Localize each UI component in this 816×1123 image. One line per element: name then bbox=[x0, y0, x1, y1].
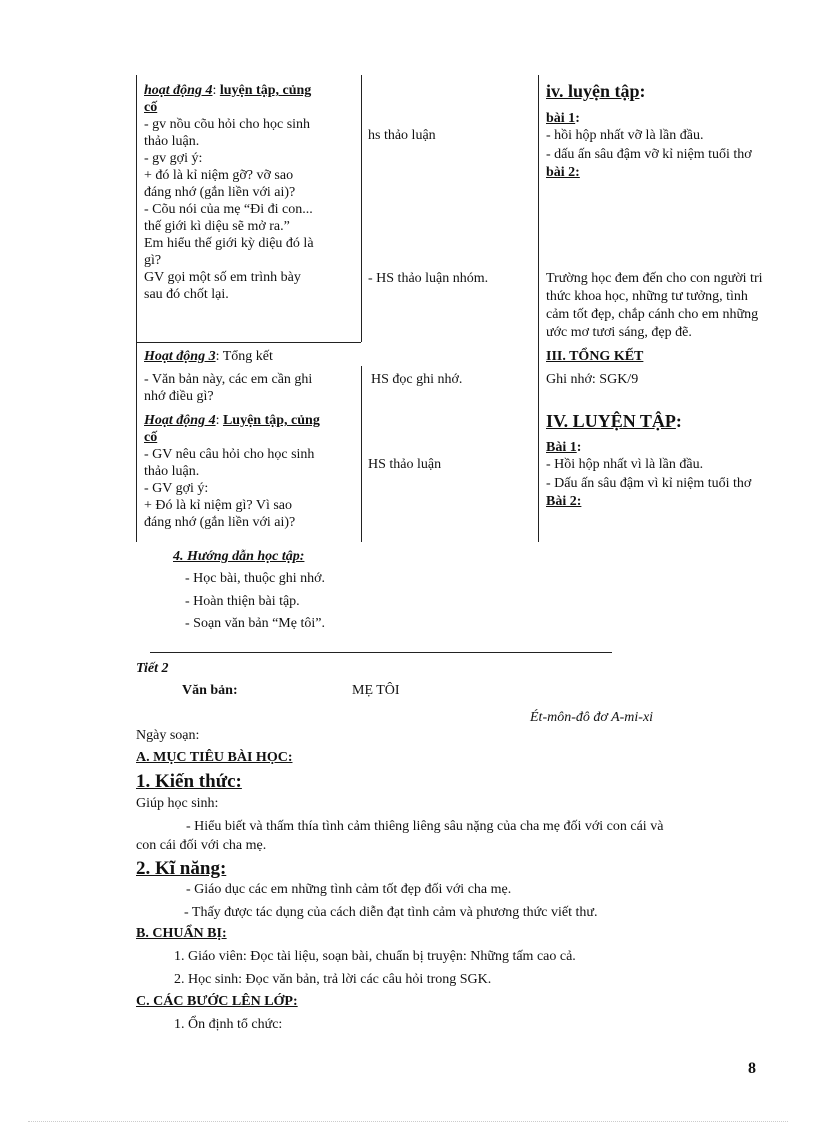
student-activity: - HS thảo luận nhóm. bbox=[368, 271, 489, 286]
text-line: 2. Học sinh: Đọc văn bản, trả lời các câu hỏi trong SGK. bbox=[174, 972, 492, 987]
separator-line bbox=[150, 652, 612, 653]
text-line: con cái đối với cha mẹ. bbox=[136, 838, 267, 853]
text-line: 1. Giáo viên: Đọc tài liệu, soạn bài, chuẩn bị truyện: Những tấm cao cả. bbox=[174, 949, 576, 964]
section-b-heading: B. CHUẨN BỊ: bbox=[136, 926, 227, 941]
text-line: thảo luận. bbox=[144, 134, 200, 149]
text-line: - Thấy được tác dụng của cách diễn đạt tình cảm và phương thức viết thư. bbox=[184, 905, 598, 920]
text-line: thế giới kì diệu sẽ mở ra.” bbox=[144, 219, 290, 234]
text-line: 1. Ổn định tổ chức: bbox=[174, 1017, 283, 1032]
text-line: - gv gợi ý: bbox=[144, 151, 203, 166]
text-line: - Dấu ấn sâu đậm vì kỉ niệm tuổi thơ bbox=[546, 476, 752, 491]
text-line: GV gọi một số em trình bày bbox=[144, 270, 301, 285]
section-heading: iv. luyện tập: bbox=[546, 81, 646, 101]
text-line: - hồi hộp nhất vỡ là lần đầu. bbox=[546, 128, 704, 143]
guide-item: - Học bài, thuộc ghi nhớ. bbox=[185, 571, 325, 586]
activity-title: hoạt động 4 bbox=[144, 83, 213, 98]
row4-activity-cell: Hoạt động 4: Luyện tập, củng cố - GV nêu câu hỏi cho học sinh thảo luận. - GV gợi ý: + Đó là kỉ niệm gì? Vì sao đáng nhớ (gắn liền với ai)? bbox=[144, 413, 320, 530]
guide-item: - Soạn văn bản “Mẹ tôi”. bbox=[185, 616, 325, 631]
section-heading: IV. LUYỆN TẬP: bbox=[546, 411, 682, 431]
exercise-label: Bài 2: bbox=[546, 494, 582, 509]
knowledge-heading: 1. Kiến thức: bbox=[136, 771, 242, 792]
text-line: Ghi nhớ: SGK/9 bbox=[546, 372, 639, 387]
text-line: Giúp học sinh: bbox=[136, 796, 219, 811]
row3-activity-cell: - Văn bản này, các em cần ghi nhớ điều gì? bbox=[144, 372, 313, 404]
row1-activity-cell: hoạt động 4: luyện tập, củng cố - gv nồu cõu hỏi cho học sinh thảo luận. - gv gợi ý: + đó là kỉ niệm gỡ? vỡ sao đáng nhớ (gắn liền với ai)? - Cõu nói của mẹ “Đi đi con... thế giới kì diệu sẽ mở ra.” Em hiểu thế giới kỳ diệu đó là gì? GV gọi một số em trình bày sau đó chốt lại. bbox=[144, 83, 314, 302]
text-line: + đó là kỉ niệm gỡ? vỡ sao bbox=[144, 168, 294, 183]
page-number: 8 bbox=[748, 1060, 756, 1077]
text-line: - Hồi hộp nhất vì là lần đầu. bbox=[546, 457, 704, 472]
answer-paragraph: Trường học đem đến cho con người tri thức khoa học, những tư tưởng, tình cảm tốt đẹp, chắp cánh cho em những ước mơ tươi sáng, đẹp đẽ. bbox=[546, 271, 763, 340]
guide-title: 4. Hướng dẫn học tập: bbox=[173, 549, 305, 564]
section-heading: III. TỔNG KẾT bbox=[546, 349, 644, 364]
vanban-title: MẸ TÔI bbox=[352, 683, 400, 698]
text-line: gì? bbox=[144, 253, 162, 268]
table-col1-divider bbox=[361, 366, 362, 542]
table-col1-divider bbox=[361, 75, 362, 342]
date-label: Ngày soạn: bbox=[136, 728, 200, 743]
text-line: sau đó chốt lại. bbox=[144, 287, 229, 302]
text-line: đáng nhớ (gắn liền với ai)? bbox=[144, 185, 296, 200]
text-line: - Hiểu biết và thấm thía tình cảm thiêng liêng sâu nặng của cha mẹ đối với con cái và bbox=[186, 819, 664, 834]
lesson-number: Tiết 2 bbox=[136, 661, 169, 676]
text-line: - Giáo dục các em những tình cảm tốt đẹp đối với cha mẹ. bbox=[186, 882, 512, 897]
text-line: - Cõu nói của mẹ “Đi đi con... bbox=[144, 202, 313, 217]
text-line: - dấu ấn sâu đậm vỡ kỉ niệm tuổi thơ bbox=[546, 147, 752, 162]
table-col2-divider bbox=[538, 75, 539, 542]
author: Ét-môn-đô đơ A-mi-xi bbox=[530, 710, 654, 725]
table-left-border bbox=[136, 75, 137, 542]
section-a-heading: A. MỤC TIÊU BÀI HỌC: bbox=[136, 750, 293, 765]
text-line: - gv nồu cõu hỏi cho học sinh bbox=[144, 117, 311, 132]
table-row-divider bbox=[136, 342, 361, 343]
footer-dotted-line bbox=[28, 1121, 788, 1122]
exercise-label: bài 2: bbox=[546, 165, 580, 180]
skills-heading: 2. Kĩ năng: bbox=[136, 858, 227, 879]
student-activity: HS thảo luận bbox=[368, 457, 442, 472]
exercise-label: Bài 1: bbox=[546, 440, 582, 455]
exercise-label: bài 1: bbox=[546, 111, 580, 126]
guide-item: - Hoàn thiện bài tập. bbox=[185, 594, 300, 609]
activity-title: Hoạt động 3: Tổng kết bbox=[144, 349, 273, 364]
vanban-label: Văn bản: bbox=[182, 683, 238, 698]
student-activity: hs thảo luận bbox=[368, 128, 436, 143]
student-activity: HS đọc ghi nhớ. bbox=[371, 372, 463, 387]
section-c-heading: C. CÁC BƯỚC LÊN LỚP: bbox=[136, 994, 298, 1009]
text-line: Em hiểu thế giới kỳ diệu đó là bbox=[144, 236, 314, 251]
